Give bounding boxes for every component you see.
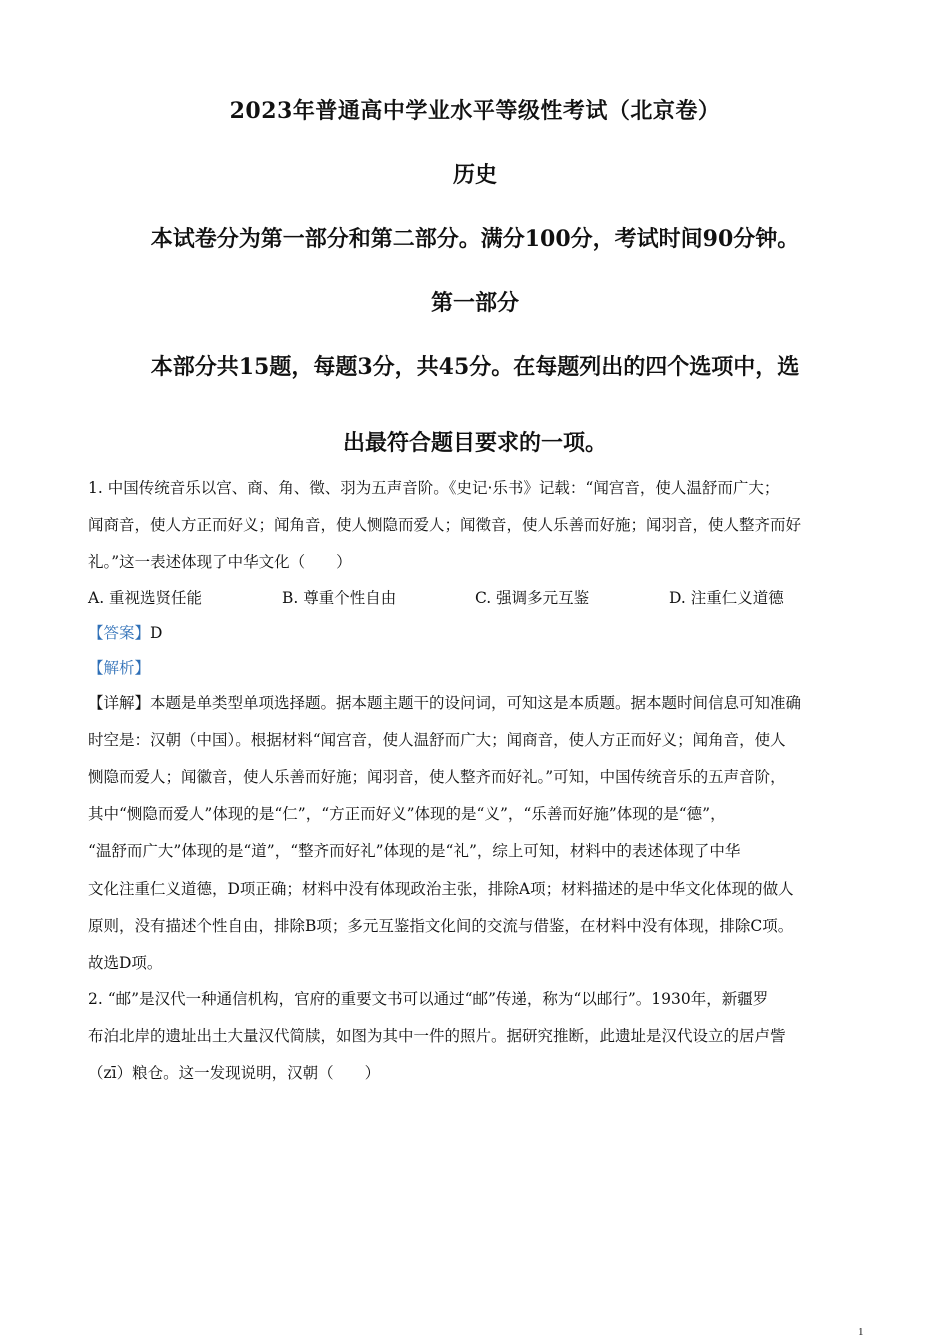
detail-line-3: 恻隐而爱人；闻徽音，使人乐善而好施；闻羽音，使人整齐而好礼。”可知，中国传统音乐的五声音阶， [88, 768, 786, 786]
detail-line-2: 时空是：汉朝（中国）。根据材料“闻宫音，使人温舒而广大；闻商音，使人方正而好义；闻角音，使人 [88, 731, 786, 749]
detail-tag: 【详解】 [88, 694, 151, 712]
analysis-tag: 【解析】 [88, 659, 151, 677]
q1-line-2: 闻商音，使人方正而好义；闻角音，使人恻隐而爱人；闻徵音，使人乐善而好施；闻羽音，使人整齐而好 [88, 516, 802, 534]
detail-line-6: 文化注重仁义道德，D项正确；材料中没有体现政治主张，排除A项；材料描述的是中华文化体现的做人 [88, 880, 794, 898]
page-number: 1 [858, 1326, 864, 1338]
part-title: 第一部分 [430, 290, 519, 316]
detail-line-8: 故选D项。 [88, 954, 163, 972]
q1-option-d: D. 注重仁义道德 [669, 589, 784, 607]
q1-option-c: C. 强调多元互鉴 [475, 589, 590, 607]
part-intro-line1: 本部分共15题，每题3分，共45分。在每题列出的四个选项中，选 [150, 354, 800, 380]
q1-line-1: 1. 中国传统音乐以宫、商、角、徵、羽为五声音阶。《史记·乐书》记载：“闻宫音，使人温舒而广大； [88, 479, 780, 497]
q2-line-3: （zī）粮仓。这一发现说明，汉朝（ ） [88, 1064, 381, 1082]
exam-title: 2023年普通高中学业水平等级性考试（北京卷） [229, 98, 721, 124]
detail-line-4: 其中“恻隐而爱人”体现的是“仁”，“方正而好义”体现的是“义”，“乐善而好施”体现的是“德”， [88, 805, 726, 823]
detail-text-1: 本题是单类型单项选择题。据本题主题干的设问词，可知这是本质题。据本题时间信息可知准确 [150, 694, 802, 712]
answer-value: D [150, 624, 163, 642]
part-intro-line2: 出最符合题目要求的一项。 [342, 430, 607, 456]
q2-line-2: 布泊北岸的遗址出土大量汉代简牍，如图为其中一件的照片。据研究推断，此遗址是汉代设立的居卢訾 [88, 1027, 786, 1045]
detail-line-1 [88, 693, 801, 713]
subject-title: 历史 [452, 162, 497, 188]
detail-line-7: 原则，没有描述个性自由，排除B项；多元互鉴指文化间的交流与借鉴，在材料中没有体现，排除C项。 [88, 917, 794, 935]
q2-line-1: 2. “邮”是汉代一种通信机构，官府的重要文书可以通过“邮”传递，称为“以邮行”。1930年，新疆罗 [88, 990, 769, 1008]
q1-line-3: 礼。”这一表述体现了中华文化（ ） [88, 553, 352, 571]
q1-option-a: A. 重视选贤任能 [88, 589, 203, 607]
exam-intro: 本试卷分为第一部分和第二部分。满分100分，考试时间90分钟。 [150, 226, 800, 252]
q1-option-b: B. 尊重个性自由 [282, 589, 397, 607]
detail-line-5: “温舒而广大”体现的是“道”，“整齐而好礼”体现的是“礼”，综上可知，材料中的表述体现了中华 [88, 842, 741, 860]
q1-answer-row [88, 623, 162, 643]
answer-tag: 【答案】 [88, 624, 151, 642]
